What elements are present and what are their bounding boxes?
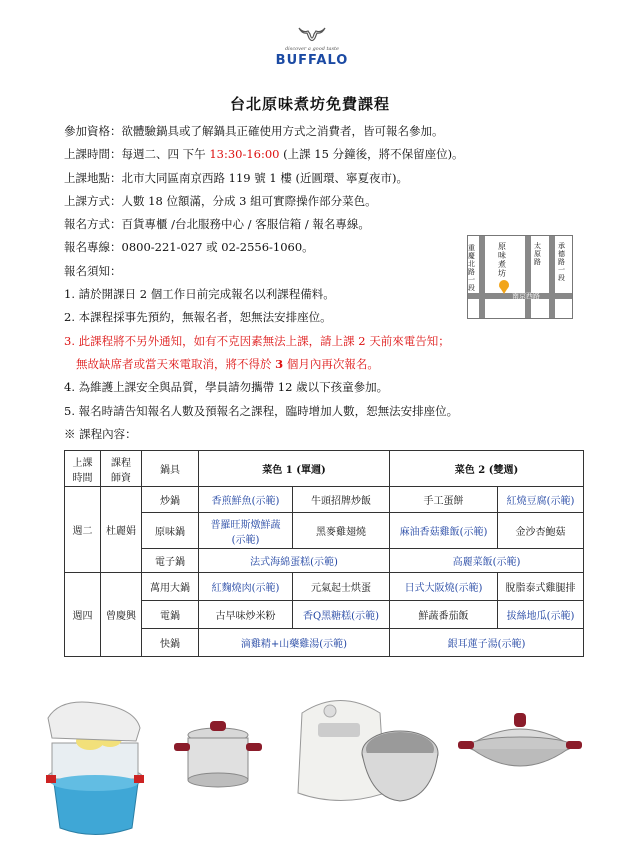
note-5: 5. 報名時請告知報名人數及預報名之課程，臨時增加人數，恕無法安排座位。	[64, 403, 459, 418]
map-road-2: 太原路	[534, 242, 541, 266]
course-table	[64, 450, 584, 657]
cell-dish: 高麗菜飯(示範)	[390, 549, 584, 573]
cell-pot: 原味鍋	[142, 513, 199, 549]
header-dish2: 菜色 2 (雙週)	[390, 451, 584, 487]
time-line	[64, 143, 604, 166]
time-prefix: 上課時間：每週二、四 下午	[64, 147, 210, 162]
tue-time: 週二	[65, 487, 101, 573]
cell-dish: 拔絲地瓜(示範)	[498, 601, 584, 629]
tue-teacher: 杜麗娟	[101, 487, 142, 573]
method-line: 上課方式：人數 18 位額滿，分成 3 組可實際操作部分菜色。	[64, 193, 377, 208]
cell-dish: 日式大阪燒(示範)	[390, 573, 498, 601]
note-3-continued	[64, 353, 604, 376]
cell-dish: 普羅旺斯燉鮮蔬(示範)	[199, 513, 293, 549]
cell-dish: 牛頭招牌炒飯	[293, 487, 390, 513]
table-header-row	[65, 451, 584, 487]
rice-cooker-image	[298, 701, 438, 802]
brand-name: BUFFALO	[275, 53, 349, 68]
buffalo-head-icon	[297, 24, 327, 44]
cell-dish: 元氣起士烘蛋	[293, 573, 390, 601]
location-map	[467, 235, 573, 319]
cell-pot: 電子鍋	[142, 549, 199, 573]
cell-dish: 黑麥雞翅燒	[293, 513, 390, 549]
table-row	[65, 513, 584, 549]
cell-dish: 鮮蔬番茄飯	[390, 601, 498, 629]
cell-dish: 麻油香菇雞飯(示範)	[390, 513, 498, 549]
header-teacher: 課程師資	[101, 451, 142, 487]
qualification-line: 參加資格：欲體驗鍋具或了解鍋具正確使用方式之消費者，皆可報名參加。	[64, 124, 444, 138]
cell-pot: 萬用大鍋	[142, 573, 199, 601]
note-1: 1. 請於開課日 2 個工作日前完成報名以利課程備料。	[64, 287, 335, 302]
cell-dish: 滴雞精+山藥雞湯(示範)	[199, 629, 390, 657]
place-line: 上課地點：北市大同區南京西路 119 號 1 樓 (近圓環、寧夏夜市)。	[64, 170, 409, 185]
page-title: 台北原味煮坊免費課程	[229, 95, 390, 113]
cell-pot: 快鍋	[142, 629, 199, 657]
table-row	[65, 549, 584, 573]
header-cookware: 鍋具	[142, 451, 199, 487]
signup-line: 報名方式：百貨專櫃 /台北服務中心 / 客服信箱 / 報名專線。	[64, 217, 370, 232]
cell-dish: 香Q黑糖糕(示範)	[293, 601, 390, 629]
thu-time: 週四	[65, 573, 101, 657]
cell-dish: 紅燒豆腐(示範)	[498, 487, 584, 513]
note-2: 2. 本課程採事先預約，無報名者，恕無法安排座位。	[64, 310, 332, 325]
steamer-cooker-image	[46, 702, 144, 835]
thu-teacher: 曾慶興	[101, 573, 142, 657]
map-shop: 原味煮坊	[498, 242, 506, 278]
hotline-line: 報名專線：0800-221-027 或 02-2556-1060。	[64, 240, 314, 255]
time-value: 13:30-16:00	[209, 147, 280, 162]
product-images	[40, 683, 600, 843]
time-suffix: (上課 15 分鐘後，將不保留座位)。	[279, 147, 464, 162]
table-row	[65, 487, 584, 513]
cell-dish: 香煎鮮魚(示範)	[199, 487, 293, 513]
table-row	[65, 629, 584, 657]
course-heading: ※ 課程內容：	[64, 426, 137, 441]
note-3: 3. 此課程將不另外通知，如有不克因素無法上課，請上課 2 天前來電告知；	[64, 333, 450, 348]
cell-dish: 脫脂泰式雞腿排	[498, 573, 584, 601]
wok-image	[458, 713, 582, 766]
table-row	[65, 601, 584, 629]
table-row	[65, 573, 584, 601]
map-road-4: 南京西路	[512, 292, 540, 300]
brand-logo	[262, 24, 362, 68]
stock-pot-image	[174, 721, 262, 787]
cell-dish: 手工蛋餅	[390, 487, 498, 513]
map-road-3: 承德路一段	[558, 242, 565, 282]
cell-dish: 紅麴燒肉(示範)	[199, 573, 293, 601]
cell-pot: 炒鍋	[142, 487, 199, 513]
cell-dish: 法式海綿蛋糕(示範)	[199, 549, 390, 573]
cell-dish: 金沙杏鮑菇	[498, 513, 584, 549]
cell-dish: 銀耳蓮子湯(示範)	[390, 629, 584, 657]
cell-pot: 電鍋	[142, 601, 199, 629]
brand-tagline: discover a good taste	[284, 46, 340, 52]
note-4: 4. 為維護上課安全與品質，學員請勿攜帶 12 歲以下孩童參加。	[64, 380, 389, 395]
header-time: 上課時間	[65, 451, 101, 487]
map-road-1: 重慶北路一段	[468, 244, 475, 292]
notes-title: 報名須知：	[64, 263, 122, 278]
note-3b-post: 個月內再次報名。	[283, 356, 379, 371]
header-dish1: 菜色 1 (單週)	[199, 451, 390, 487]
note-3b-pre: 無故缺席者或當天來電取消，將不得於	[76, 356, 276, 371]
note-3b-bold: 3	[275, 356, 284, 371]
cell-dish: 古早味炒米粉	[199, 601, 293, 629]
